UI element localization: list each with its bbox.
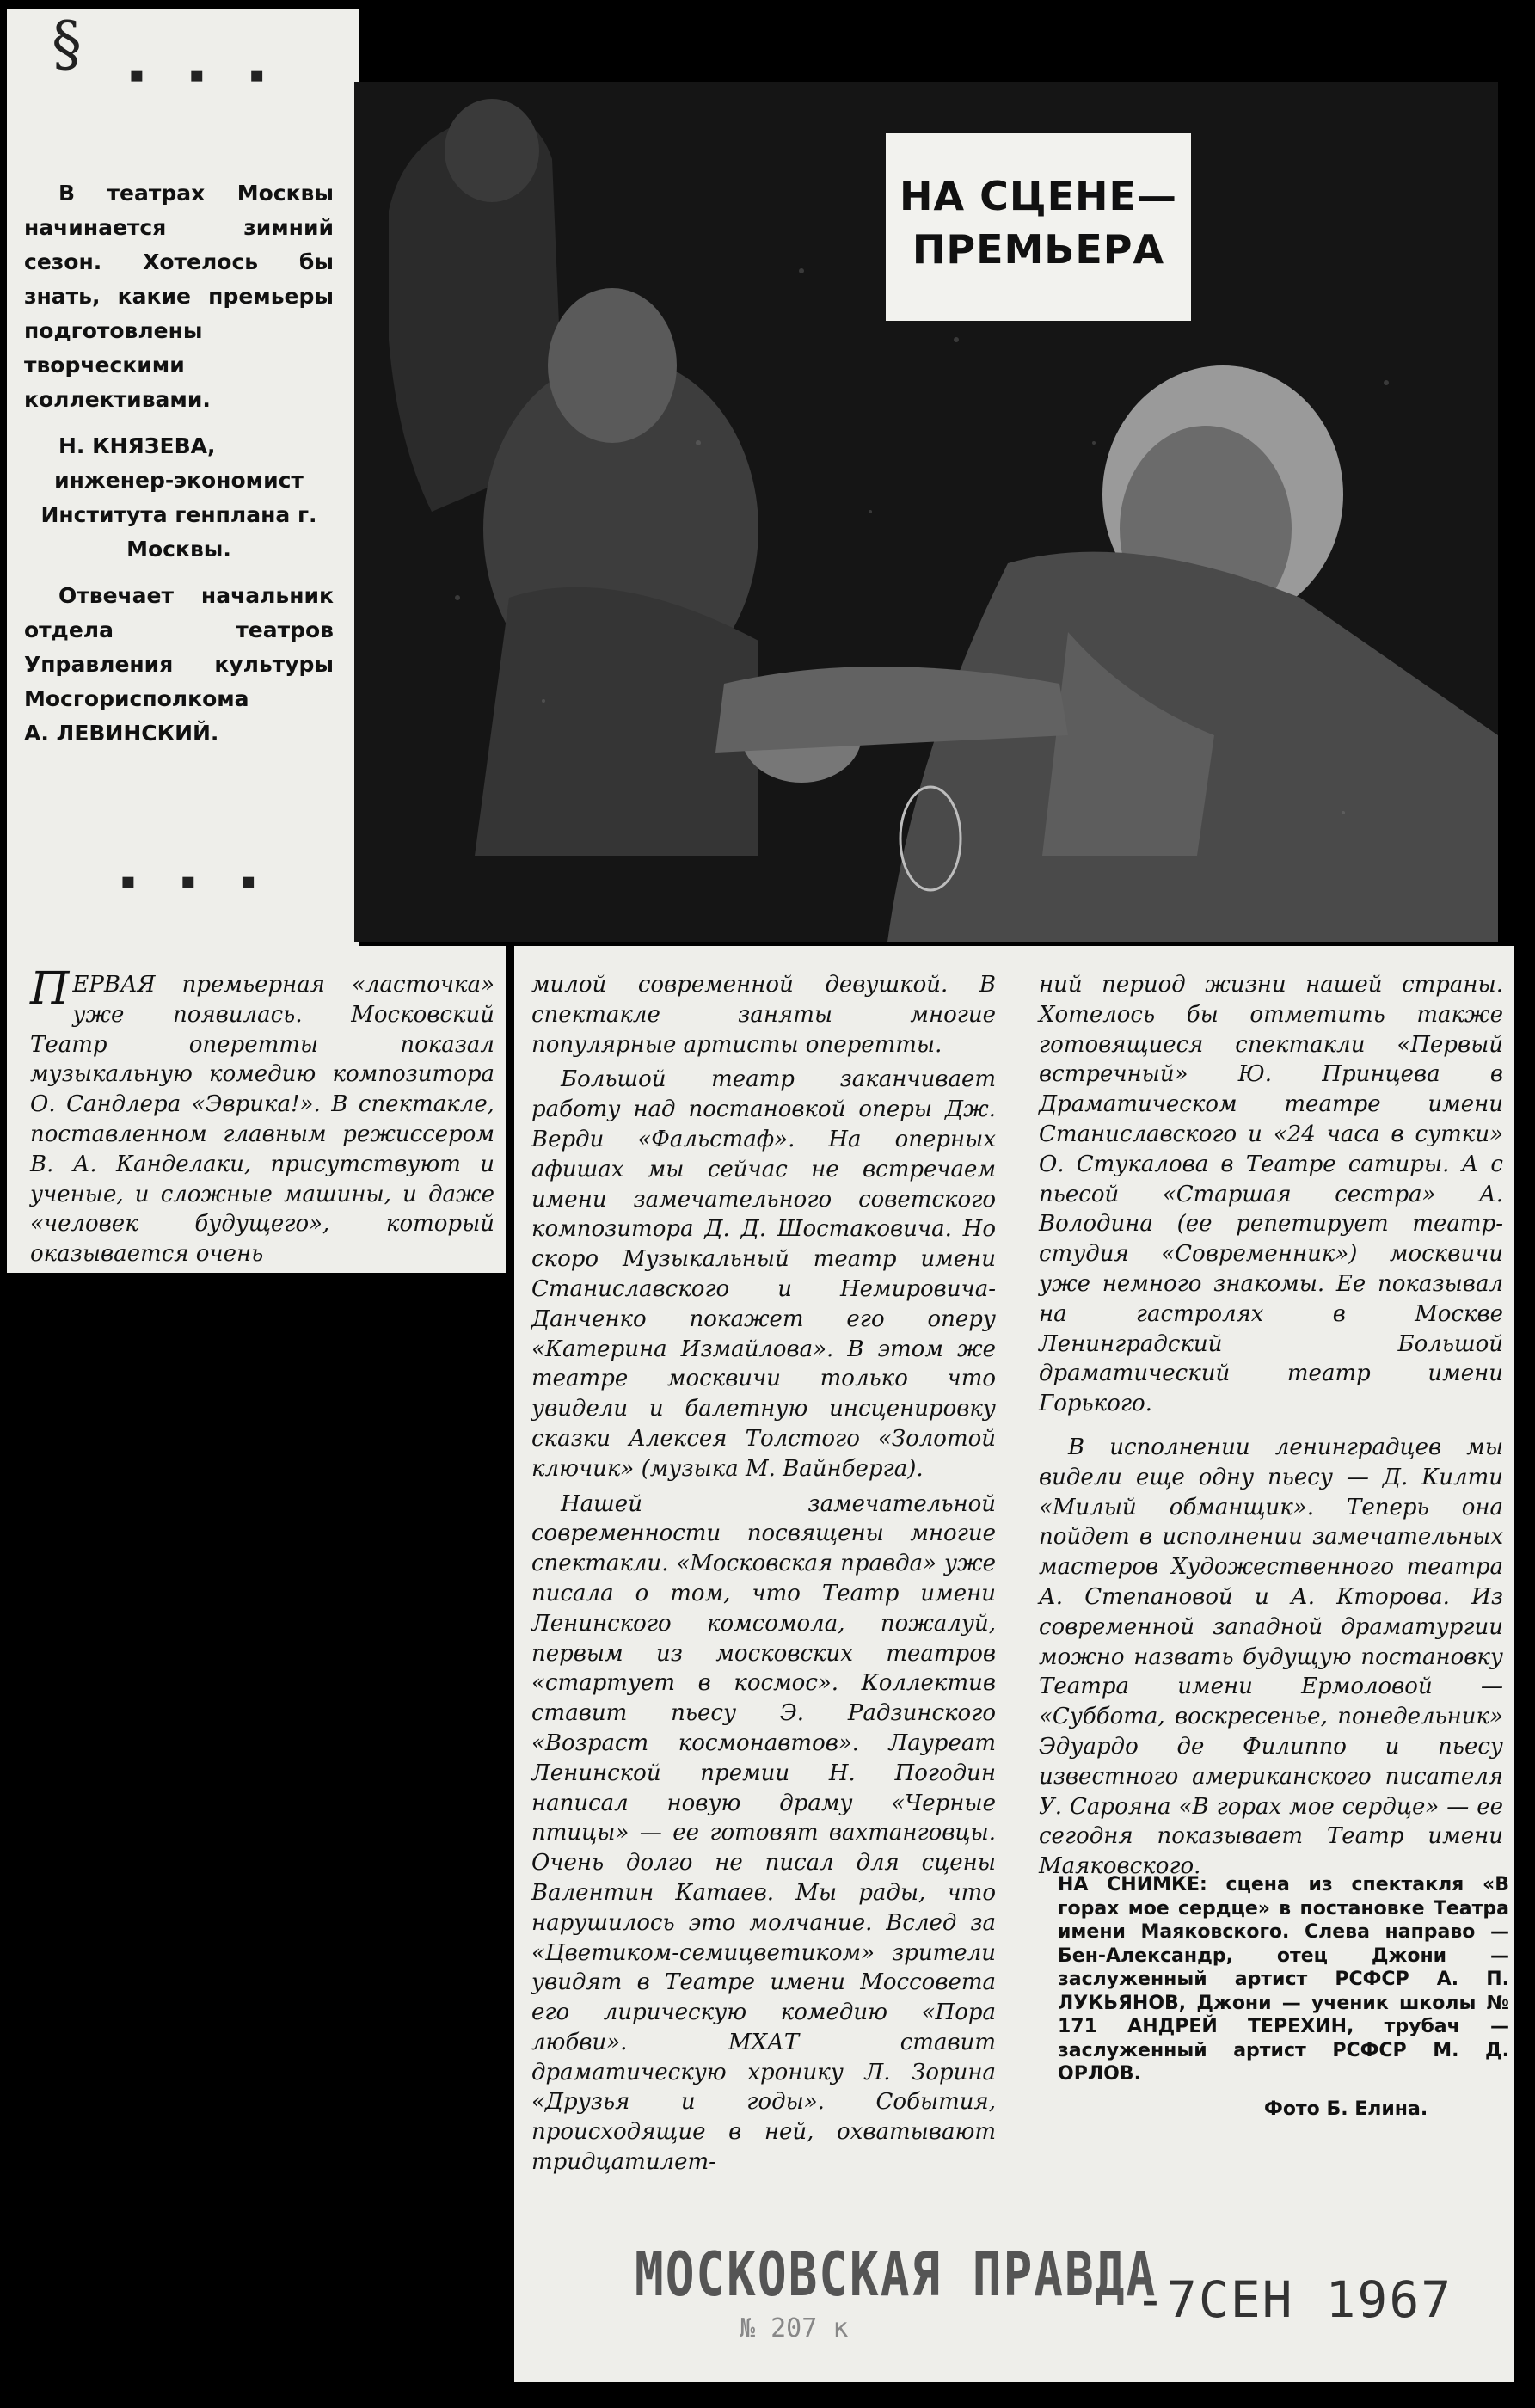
date-stamp: -7СЕН 1967 bbox=[1135, 2270, 1453, 2329]
newspaper-stamp: МОСКОВСКАЯ ПРАВДА bbox=[635, 2240, 1157, 2311]
article-column-2 bbox=[531, 970, 996, 2178]
question-author-role-2: Института генплана г. Москвы. bbox=[40, 502, 317, 562]
issue-stamp: № 207 к bbox=[740, 2313, 849, 2344]
headline-box bbox=[886, 133, 1191, 321]
reader-question-block bbox=[24, 176, 334, 763]
article-col1-text: ЕРВАЯ премьерная «ласточка» уже появилась. Московский Театр оперетты показал музыкальную комедию композитора О. Сандлера «Эврика!». В спектакле, поставленном главным режиссером В. А. Канделаки, присутствуют и ученые, и сложные машины, и даже «человек будущего», который оказывается очень bbox=[30, 972, 494, 1268]
answer-intro: Отвечает начальник отдела театров Управления культуры Мосгорисполкома bbox=[24, 583, 334, 711]
headline-line-1: НА СЦЕНЕ— bbox=[900, 173, 1177, 219]
question-author-role-1: инженер-экономист bbox=[54, 468, 304, 493]
photo-caption: НА СНИМКЕ: сцена из спектакля «В горах мое сердце» в постановке Театра имени Маяковского. Слева направо — Бен-Александр, отец Джони — заслуженный артист РСФСР А. П. ЛУКЬЯНОВ, Джони — ученик школы № 171 АНДРЕЙ ТЕРЕХИН, трубач — заслуженный артист РСФСР М. Д. ОРЛОВ. bbox=[1058, 1874, 1509, 2085]
article-col3-p2: В исполнении ленинградцев мы видели еще одну пьесу — Д. Килти «Милый обманщик». Теперь она пойдет в исполнении замечательных мастеров Художественного театра А. Степановой и А. Кторова. Из современной западной драматургии можно назвать будущую постановку Театра имени Ермоловой — «Суббота, воскресенье, понедельник» Эдуардо де Филиппо и пьесу известного американского писателя У. Сарояна «В горах мое сердце» — ее сегодня показывает Театр имени Маяковского. bbox=[1039, 1434, 1503, 1880]
article-col2-p2: Большой театр заканчивает работу над постановкой оперы Дж. Верди «Фальстаф». На оперных афишах мы сейчас не встречаем имени замечательного советского композитора Д. Д. Шостаковича. Но скоро Музыкальный театр имени Станиславского и Немировича-Данченко покажет его оперу «Катерина Измайлова». В этом же театре москвичи только что увидели и балетную инсценировку сказки Алексея Толстого «Золотой ключик» (музыка М. Вайнберга). bbox=[531, 1066, 996, 1482]
corner-mark: § bbox=[52, 9, 82, 79]
squares-top: ▪ ▪ ▪ bbox=[129, 62, 284, 88]
question-author-name: Н. КНЯЗЕВА, bbox=[58, 433, 216, 458]
headline-line-2: ПРЕМЬЕРА bbox=[912, 226, 1165, 273]
answer-author: А. ЛЕВИНСКИЙ. bbox=[24, 721, 219, 746]
article-column-3 bbox=[1039, 970, 1503, 1882]
article-col2-p3: Нашей замечательной современности посвящены многие спектакли. «Московская правда» уже писала о том, что Театр имени Ленинского комсомола, пожалуй, первым из московских театров «стартует в космос». Коллектив ставит пьесу Э. Радзинского «Возраст космонавтов». Лауреат Ленинской премии Н. Погодин написал новую драму «Черные птицы» — ее готовят вахтанговцы. Очень долго не писал для сцены Валентин Катаев. Мы рады, что нарушилось это молчание. Вслед за «Цветиком-семицветиком» зрители увидят в Театре имени Моссовета его лирическую комедию «Пора любви». МХАТ ставит драматическую хронику Л. Зорина «Друзья и годы». События, происходящие в ней, охватывают тридцатилет- bbox=[531, 1490, 996, 2176]
article-col2-p1: милой современной девушкой. В спектакле заняты многие популярные артисты оперетты. bbox=[531, 972, 996, 1058]
photo-credit: Фото Б. Елина. bbox=[1264, 2098, 1428, 2120]
squares-mid: ▪ ▪ ▪ bbox=[120, 869, 275, 894]
article-col3-p1: ний период жизни нашей страны. Хотелось бы отметить также готовящиеся спектакли «Первый встречный» Ю. Принцева в Драматическом театре имени Станиславского и «24 часа в сутки» О. Стукалова в Театре сатиры. А с пьесой «Старшая сестра» А. Володина (ее репетирует театр-студия «Современник») москвичи уже немного знакомы. Ее показывал на гастролях в Москве Ленинградский Большой драматический театр имени Горького. bbox=[1039, 972, 1503, 1417]
article-column-1 bbox=[30, 963, 494, 1269]
reader-question: В театрах Москвы начинается зимний сезон. Хотелось бы знать, какие премьеры подготовлены творческими коллективами. bbox=[24, 181, 334, 412]
article-dropcap: П bbox=[30, 963, 70, 1015]
